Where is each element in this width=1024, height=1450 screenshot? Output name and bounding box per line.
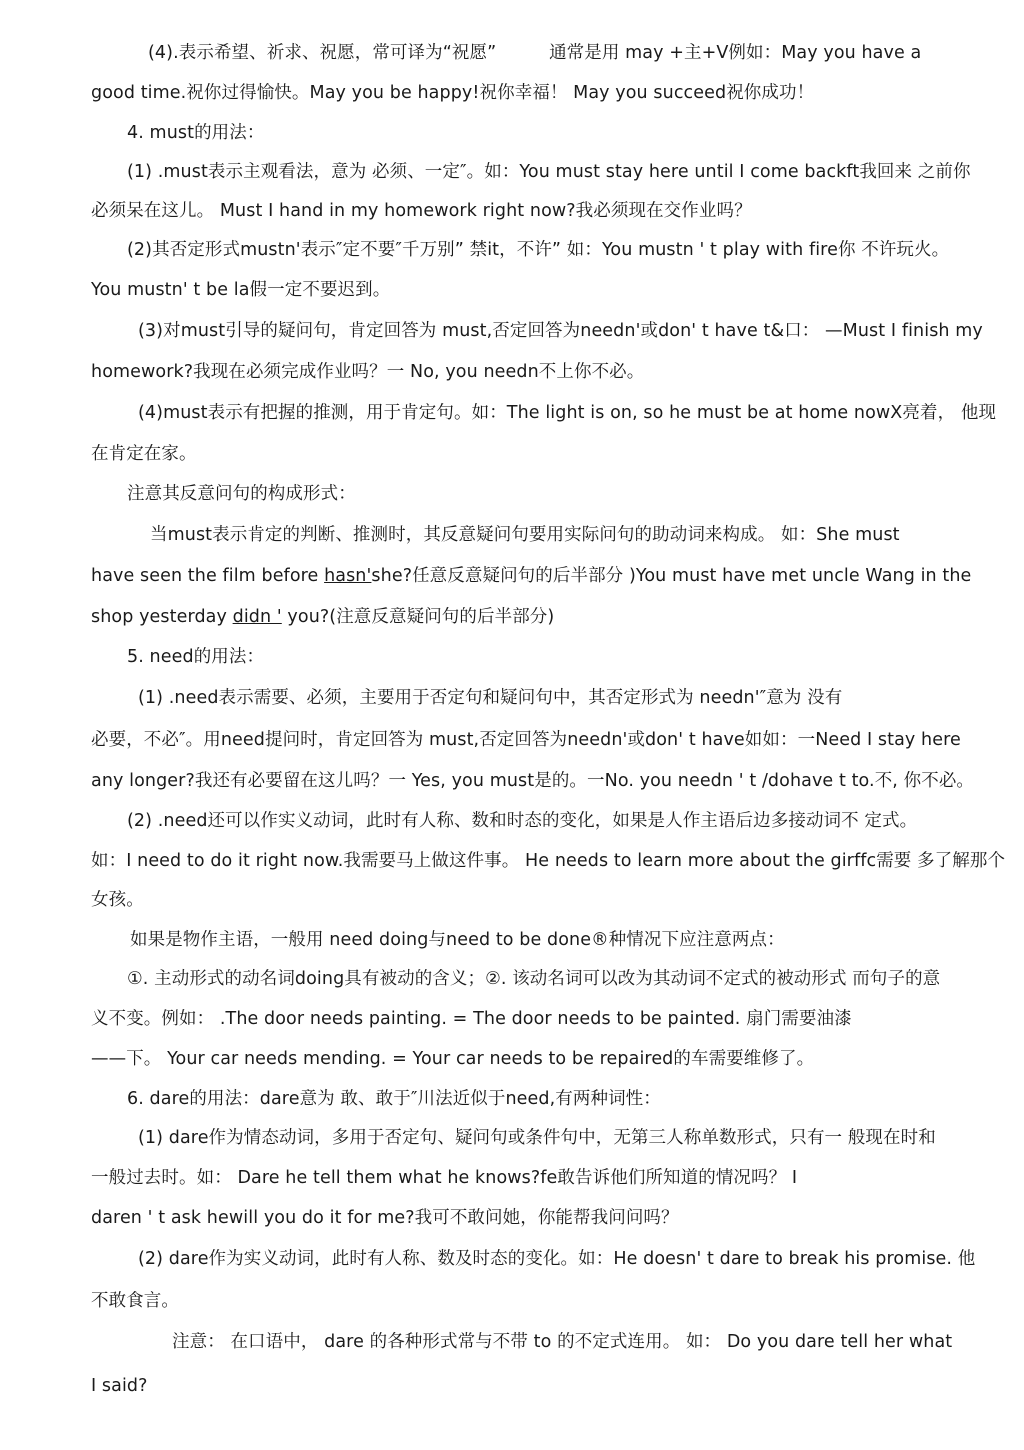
text-line: You mustn' t be la假一定不要迟到。	[91, 280, 391, 300]
text-line: ——下。 Your car needs mending. = Your car needs to be repaired的车需要维修了。	[91, 1049, 815, 1069]
text-segment: have seen the film before	[91, 566, 325, 586]
text-line: 如果是物作主语，一般用 need doing与need to be done®种情况下应注意两点：	[130, 930, 785, 950]
text-line: (1) dare作为情态动词，多用于否定句、疑问句或条件句中，无第三人称单数形式，只有一 般现在时和	[138, 1128, 936, 1148]
text-line: 女孩。	[91, 890, 144, 910]
text-line: (4)must表示有把握的推测，用于肯定句。如：The light is on, so he must be at home nowX亮着， 他现	[138, 403, 997, 423]
text-line: 一般过去时。如： Dare he tell them what he knows?fe敢告诉他们所知道的情况吗？ I	[91, 1168, 798, 1188]
underlined-answer: hasn'	[324, 566, 372, 586]
text-line: 如：I need to do it right now.我需要马上做这件事。 He needs to learn more about the girffc需要 多了解那个	[91, 851, 1006, 871]
text-line: (1) .need表示需要、必须，主要用于否定句和疑问句中，其否定形式为 needn'″意为 没有	[138, 688, 843, 708]
text-line: (2) .need还可以作实义动词，此时有人称、数和时态的变化，如果是人作主语后边多接动词不 定式。	[127, 811, 918, 831]
text-line: 4. must的用法：	[127, 123, 265, 143]
text-line: (4).表示希望、祈求、祝愿，常可译为“祝愿” 通常是用 may +主+V例如：May you have a	[148, 43, 922, 63]
text-line: (3)对must引导的疑问句，肯定回答为 must,否定回答为needn'或don' t have t&口： —Must I finish my	[138, 321, 983, 341]
text-line: any longer?我还有必要留在这儿吗？一 Yes, you must是的。一No. you needn ' t /dohave t to.不, 你不必。	[91, 771, 975, 791]
text-line: (2) dare作为实义动词，此时有人称、数及时态的变化。如：He doesn' t dare to break his promise. 他	[138, 1249, 976, 1269]
text-line: I said?	[91, 1376, 148, 1396]
text-line: (2)其否定形式mustn'表示″定不要″千万别” 禁it，不许” 如：You mustn ' t play with fire你 不许玩火。	[127, 240, 950, 260]
text-line: 在肯定在家。	[91, 444, 197, 464]
text-line: ①. 主动形式的动名词doing具有被动的含义；②. 该动名词可以改为其动词不定式的被动形式 而句子的意	[127, 969, 941, 989]
text-line: 注意： 在口语中， dare 的各种形式常与不带 to 的不定式连用。 如： Do you dare tell her what	[172, 1332, 953, 1352]
text-segment: she?任意反意疑问句的后半部分 )You must have met uncle Wang in the	[371, 566, 972, 586]
text-line: homework?我现在必须完成作业吗？一 No, you needn不上你不必。	[91, 362, 645, 382]
text-line: good time.祝你过得愉快。May you be happy!祝你幸福！ May you succeed祝你成功！	[91, 83, 815, 103]
text-segment: shop yesterday	[91, 607, 233, 627]
text-line: 必须呆在这儿。 Must I hand in my homework right now?我必须现在交作业吗？	[91, 201, 752, 221]
text-line: daren ' t ask hewill you do it for me?我可不敢问她，你能帮我问问吗？	[91, 1208, 679, 1228]
text-segment: you?(注意反意疑问句的后半部分)	[281, 607, 555, 627]
text-line	[91, 605, 554, 629]
underlined-answer: didn '	[232, 607, 282, 627]
text-line: (1) .must表示主观看法，意为 必须、一定″。如：You must stay here until I come backft我回来 之前你	[127, 162, 971, 182]
text-line: 当must表示肯定的判断、推测时，其反意疑问句要用实际问句的助动词来构成。 如：She must	[150, 525, 900, 545]
text-line: 义不变。例如： .The door needs painting. = The door needs to be painted. 扇门需要油漆	[91, 1009, 852, 1029]
text-line: 必要，不必″。用need提问时，肯定回答为 must,否定回答为needn'或don' t have如如：一Need I stay here	[91, 730, 961, 750]
text-line: 不敢食言。	[91, 1291, 179, 1311]
text-line	[91, 564, 971, 588]
text-line: 注意其反意问句的构成形式：	[127, 484, 356, 504]
text-line: 5. need的用法：	[127, 647, 265, 667]
text-line: 6. dare的用法：dare意为 敢、敢于″川法近似于need,有两种词性：	[127, 1089, 661, 1109]
